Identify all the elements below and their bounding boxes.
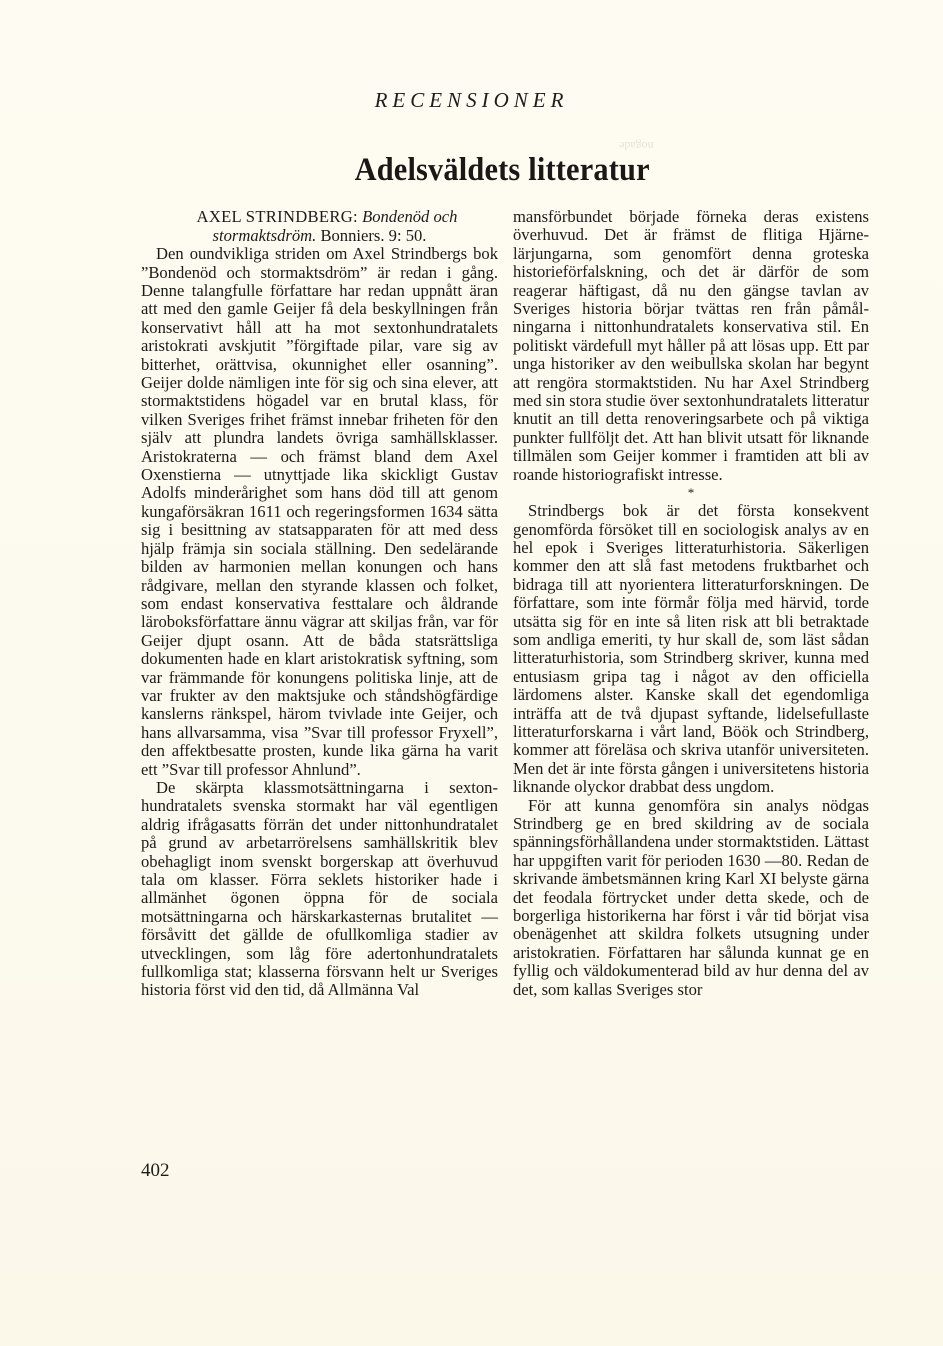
citation-publisher-price: Bonniers. 9: 50. [320,225,427,245]
paragraph: Den oundvikliga striden om Axel Strindbergs bok ”Bondenöd och stormaktsdröm” är redan i gång. Denne talangfulle författare har redan uppnått äran att med den gamle Geijer få dela beskyllningen från konservativt håll att ha mot sextonhundratalets aristokrati avskjutit ”förgiftade pilar, vare sig av bitterhet, orättvisa, okunnighet eller osanning”. Geijer dolde nämligen inte för sig och sina elever, att stormaktstidens högadel var en brutal klass, för vilken Sveriges frihet främst innebar friheten för den själv att plundra landets övriga samhällsklasser. Aristokraterna — och främst bland dem Axel Oxenstierna — utnyttjade lika skickligt Gustav Adolfs minderårighet som hans död till att genom kungaförsäkran 1611 och regeringsformen 1634 sätta sig i besittning av statsapparaten för att med dess hjälp främja sin sociala ställning. Den sedelärande bilden av harmonien mellan konungen och hans rådgivare, mellan den styrande klassen och folket, som endast konservativa festtalare och åldrande läroboksförfattare ännu vägrar att skiljas från, var för Geijer djupt osann. Att de båda statsrättsliga dokumenten hade en klart aristokratisk syftning, som var främmande för konungens politiska linje, att de var frukter av den maktsjuke och ståndshögfärdige kanslerns ränkspel, härom tvivlade inte Geijer, och hans allvarsamma, visa ”Svar till professor Fryxell”, den affektbesatte prosten, kunde lika gärna ha varit ett ”Svar till professor Ahnlund”. [141,244,498,779]
paragraph: För att kunna genomföra sin analys nödgas Strindberg ge en bred skildring av de sociala spänningsförhållandena under stormaktstiden. Lättast har uppgiften varit för perioden 1630 —80. Redan de skrivande ämbetsmännen kring Karl XI belyste gärna det feodala förtrycket under detta skede, och de borgerliga historikerna har först i vår tid börjat visa obenägenhet att skildra folkets utsugning under aristokratien. Författaren har sålunda kunnat ge en fyllig och väldokumenterad bild av hur denna del av det, som kallas Sveriges stor [513,795,869,999]
section-header: RECENSIONER [374,88,569,112]
paragraph: Strindbergs bok är det första konsekvent genomförda försöket till en sociologisk analys av en hel epok i Sveriges litteraturhistoria. Säkerligen kommer den att slå fast metodens fruktbarhet och bidraga till att nyorientera litteraturforskningen. De författare, som inte förmår följa med härvid, torde utsätta sig för en inte så liten risk att bli betraktade som andliga emeriti, ty hur skall de, som läst sådan litteraturhistoria, som Strindberg skriver, kunna med entusiasm gripa tag i något av den officiella lärdomens alster. Kanske skall det egendomliga inträffa att de två djupast syftande, lidelsefullaste litteraturforskarna i vårt land, Böök och Strindberg, kommer att föreläsa och skriva utanför universiteten. Men det är inte första gången i universitetens historia liknande olyckor drabbat dess ungdom. [513,501,869,797]
paragraph-continuation: mansförbundet började förneka deras existens överhuvud. Det är främst de flitiga Hjärnelärjungarna, som genomfört denna groteska historieförfalskning, och det är därför de som reagerar häftigast, då nu den gängse tavlan av Sveriges historia börjar tvättas ren från påmålningarna i nittonhundratalets konservativa stil. En politiskt värdefull myt håller på att lösas upp. Ett par unga historiker av den weibullska skolan har begynt att rengöra stormaktstiden. Nu har Axel Strindberg med sin stora studie över sextonhundratalets litteratur knutit an till detta renoveringsarbete och på viktiga punkter fullföljt det. Att han blivit utsatt för liknande tillmälen som Geijer kommer i framtiden att bli av roande historiografiskt intresse. [513,207,869,484]
left-column [141,208,498,1000]
article-title: Adelsväldets litteratur [354,152,650,188]
right-column [513,208,869,999]
section-divider-asterisk: * [687,485,695,501]
book-citation [141,208,498,245]
page-number: 402 [141,1160,170,1181]
paragraph: De skärpta klassmotsättningarna i sextonhundratalets svenska stormakt har väl egentligen aldrig ifrågasatts förrän det under nittonhundratalet på grund av arbetarrörelsens samhällskritik blev obehagligt inom svenskt borgerskap att överhuvud tala om klasser. Förra seklets historiker hade i allmänhet ögonen öppna för de sociala motsättningarna och härskarkasternas brutalitet — försåvitt det gällde de ofullkomliga stadier av utvecklingen, som låg före adertonhundratalets fullkomliga stat; klasserna försvann helt ur Sveriges historia först vid den tid, då Allmänna Val [141,777,498,1000]
citation-author: AXEL STRINDBERG: [196,207,358,226]
bleed-through-text: nogade [619,139,654,153]
citation-book-title: Bondenöd och stormaktsdröm. [212,207,458,245]
